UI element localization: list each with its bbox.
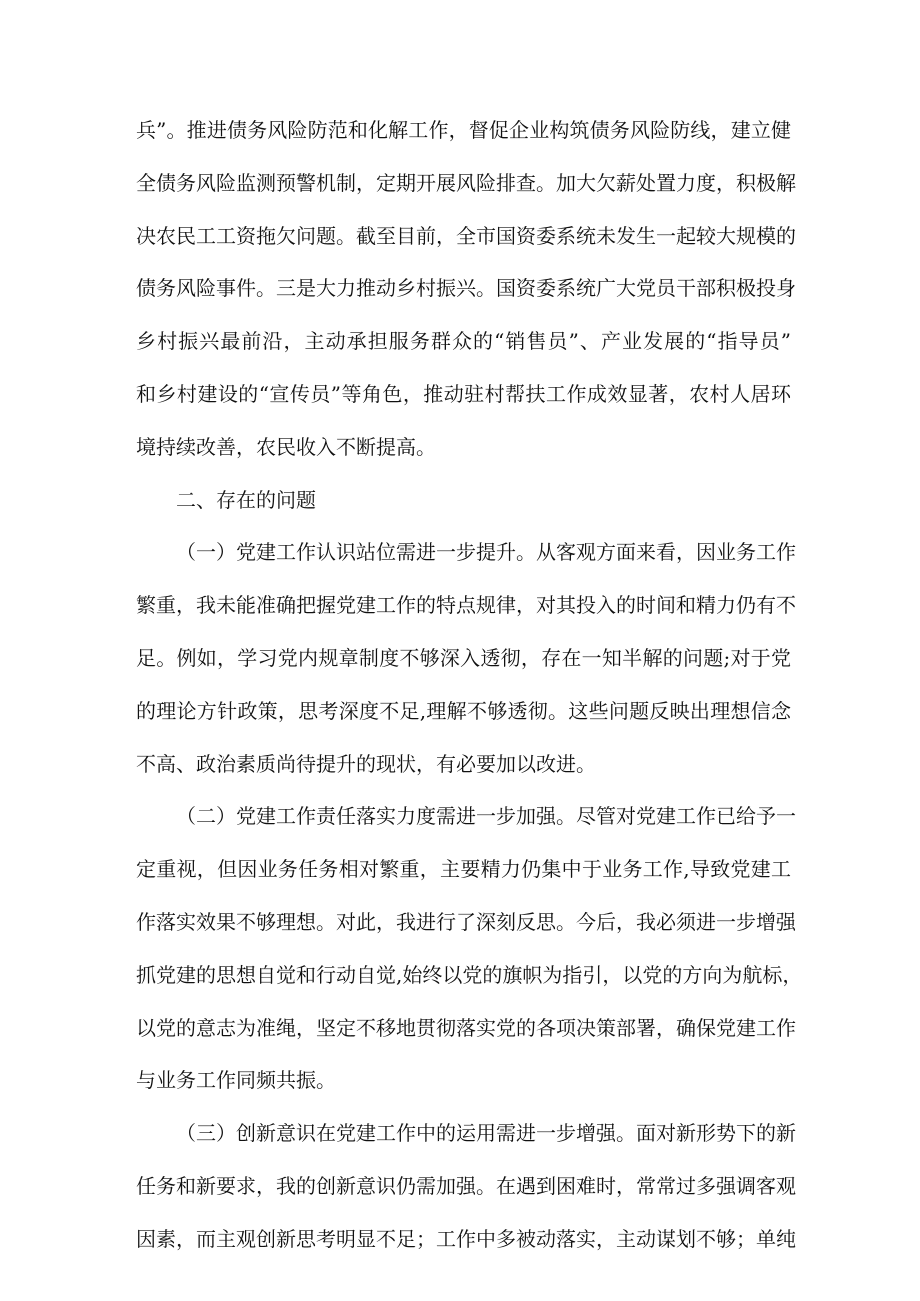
text-line: 不高、政治素质尚待提升的现状，有必要加以改进。 <box>136 751 596 776</box>
section-heading: 二、存在的问题 <box>176 487 316 512</box>
text-line: 全债务风险监测预警机制，定期开展风险排查。加大欠薪处置力度，积极解 <box>136 170 796 195</box>
text-line: 债务风险事件。三是大力推动乡村振兴。国资委系统广大党员干部积极投身 <box>136 276 796 301</box>
text-line: （一）党建工作认识站位需进一步提升。从客观方面来看，因业务工作 <box>176 540 796 565</box>
text-line: 繁重，我未能准确把握党建工作的特点规律，对其投入的时间和精力仍有不 <box>136 593 796 618</box>
text-line: 以党的意志为准绳，坚定不移地贯彻落实党的各项决策部署，确保党建工作 <box>136 1015 796 1040</box>
text-line: 抓党建的思想自觉和行动自觉,始终以党的旗帜为指引，以党的方向为航标， <box>136 962 803 987</box>
text-line: （二）党建工作责任落实力度需进一步加强。尽管对党建工作已给予一 <box>176 804 796 829</box>
text-line: 作落实效果不够理想。对此，我进行了深刻反思。今后，我必须进一步增强 <box>136 910 796 934</box>
text-line: 和乡村建设的“宣传员”等角色，推动驻村帮扶工作成效显著，农村人居环 <box>136 382 791 406</box>
text-line: 定重视，但因业务任务相对繁重，主要精力仍集中于业务工作,导致党建工 <box>136 857 791 882</box>
text-line: 任务和新要求，我的创新意识仍需加强。在遇到困难时，常常过多强调客观 <box>136 1174 796 1198</box>
text-line: 足。例如，学习党内规章制度不够深入透彻，存在一知半解的问题;对于党 <box>136 646 791 670</box>
text-line: 的理论方针政策，思考深度不足,理解不够透彻。这些问题反映出理想信念 <box>136 698 791 723</box>
text-line: 决农民工工资拖欠问题。截至目前，全市国资委系统未发生一起较大规模的 <box>136 223 796 248</box>
text-line: 境持续改善，农民收入不断提高。 <box>136 434 436 459</box>
text-line: 因素，而主观创新思考明显不足；工作中多被动落实，主动谋划不够；单纯 <box>136 1226 796 1251</box>
text-line: 兵”。推进债务风险防范和化解工作，督促企业构筑债务风险防线，建立健 <box>136 118 791 142</box>
text-line: （三）创新意识在党建工作中的运用需进一步增强。面对新形势下的新 <box>176 1121 796 1146</box>
text-line: 乡村振兴最前沿，主动承担服务群众的“销售员”、产业发展的“指导员” <box>136 329 791 354</box>
text-line: 与业务工作同频共振。 <box>136 1068 336 1093</box>
